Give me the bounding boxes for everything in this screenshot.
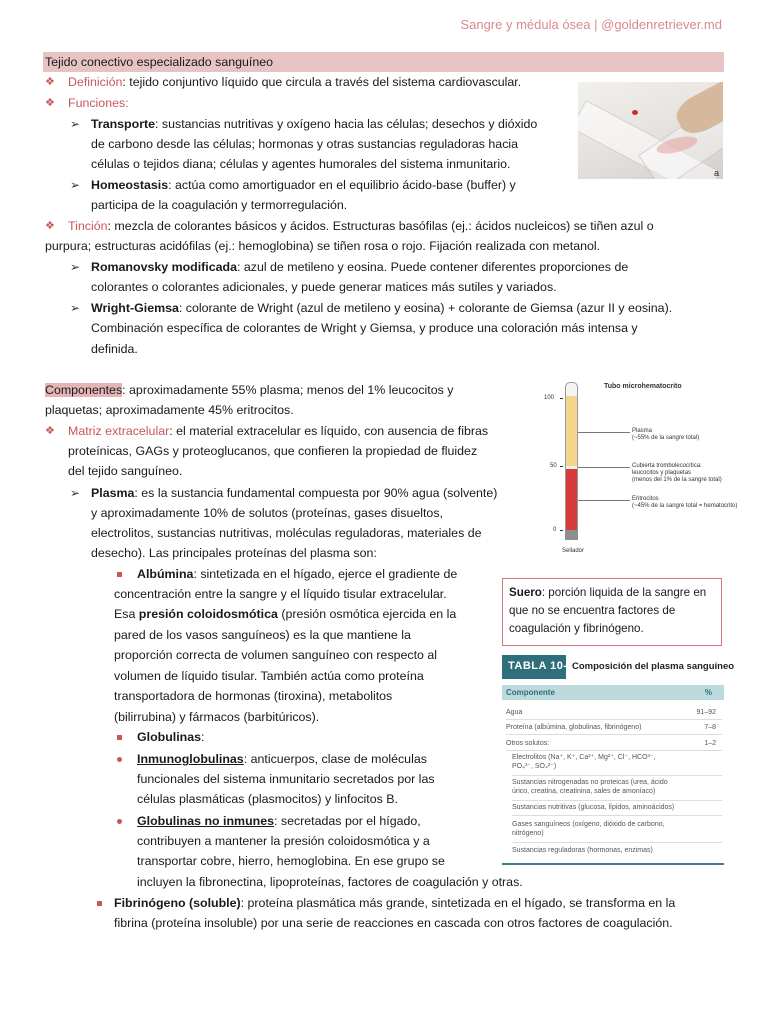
inmunoglobulinas-line-3: células plasmáticas (plasmocitos) y linfocitos B. [137,792,398,806]
arrow-bullet-icon: ➢ [70,178,81,192]
table-subrow-text: Gases sanguíneos (oxígeno, dióxido de carbono, [512,821,665,828]
arrow-bullet-icon: ➢ [70,260,81,274]
no-inmunes-line-2: contribuyen a mantener la presión coloidosmótica y a [137,834,430,848]
tick-0: 0 [553,527,557,533]
table-subrow-text: Sustancias nutritivas (glucosa, lípidos, aminoácidos) [512,804,675,811]
fibrinogeno-label: Fibrinógeno (soluble) [114,896,241,910]
albumina-text-1: : sintetizada en el hígado, ejerce el gradiente de [193,567,458,581]
plasma-line-1 [91,483,497,503]
arrow-bullet-icon: ➢ [70,117,81,131]
componentes-label: Componentes [45,383,123,397]
plasma-line-4: desecho). Las principales proteínas del plasma son: [91,546,377,560]
albumina-line-1 [137,564,457,584]
homeostasis-text-1: : actúa como amortiguador en el equilibrio ácido-base (buffer) y [168,178,516,192]
plasma-text-1: : es la sustancia fundamental compuesta por 90% agua (solvente) [134,486,498,500]
plasma-line-2: y aproximadamente 10% de solutos (proteínas, gases disueltos, [91,506,443,520]
plasma-callout-title: Plasma [632,428,653,434]
diamond-bullet-icon: ❖ [45,220,55,232]
inmunoglobulinas-line-1 [137,749,427,769]
wright-label: Wright-Giemsa [91,301,179,315]
square-bullet-icon [117,735,122,740]
hematocrit-tube-diagram [536,380,738,560]
tincion-line-1 [68,216,654,236]
suero-line-3: coagulación y fibrinógeno. [509,622,644,635]
tick-50: 50 [550,463,557,469]
square-bullet-icon [117,572,122,577]
table-col-componente: Componente [506,688,555,697]
table-subrow-text: PO₄³⁻, SO₄²⁻) [512,763,557,770]
matriz-line-1 [68,421,488,441]
transporte-line-2: de carbono desde las células; hormonas y otras sustancias reguladoras hacia [91,137,519,151]
inmunoglobulinas-label: Inmunoglobulinas [137,752,244,766]
transporte-text-1: : sustancias nutritivas y oxígeno hacia las células; desechos y dióxido [155,117,538,131]
table-subrow-text: Electrolitos (Na⁺, K⁺, Ca²⁺, Mg²⁺, Cl⁻, HCO³⁻, [512,754,656,761]
albumina-label: Albúmina [137,567,194,581]
inmunoglobulinas-line-2: funcionales del sistema inmunitario secretados por las [137,772,435,786]
matriz-line-3: del tejido sanguíneo. [68,464,183,478]
suero-line-2: que no se encuentra factores de [509,604,676,617]
definicion-label: Definición [68,75,123,89]
plasma-callout-sub: (~55% de la sangre total) [632,435,700,441]
globulinas-label: Globulinas [137,730,202,744]
no-inmunes-line-3: transportar cobre, hierro, hemoglobina. En ese grupo se [137,854,445,868]
erythrocytes-callout-title: Eritrocitos [632,496,659,502]
erythrocytes-callout [632,496,737,510]
table-cell-percent: 7–8 [704,724,716,731]
buffy-callout-sub2: (menos del 1% de la sangre total) [632,477,722,483]
homeostasis-label: Homeostasis [91,178,169,192]
romanovsky-label: Romanovsky modificada [91,260,237,274]
componentes-line-1 [45,380,453,400]
albumina-line-7: transportadora de hormonas (tiroxina), metabolitos [114,689,393,703]
transporte-line-3: células o tejidos diana; células y agentes humorales del sistema inmunitario. [91,157,511,171]
table-title: Composición del plasma sanguíneo [572,661,735,672]
table-cell-percent: 91–92 [696,709,716,716]
table-tag: TABLA 10-2 [508,660,575,672]
tincion-line-2: purpura; estructuras acidófilas (ej.: hemoglobina) se tiñen rosa o rojo. Fijación realizada con metanol. [45,239,601,253]
romanovsky-line-2: colorantes o colorantes adicionales, y puede generar matices más sutiles y variados. [91,280,557,294]
matriz-label: Matriz extracelular [68,424,170,438]
table-cell-componente: Otros solutos: [506,740,550,747]
globulinas-line [137,727,204,747]
transporte-label: Transporte [91,117,156,131]
table-cell-percent: 1–2 [704,740,716,747]
plasma-line-3: electrolitos, sustancias nutritivas, moléculas reguladoras, materiales de [91,526,482,540]
no-inmunes-line-4: incluyen la fibronectina, lipoproteínas, factores de coagulación y otras. [137,875,523,889]
plasma-callout [632,428,699,442]
albumina-line-5: proporción correcta de volumen sanguíneo con respecto al [114,648,438,662]
matriz-text-1: : el material extracelular es líquido, con ausencia de fibras [169,424,489,438]
tube-sealer [565,530,578,540]
table-subrow [512,803,728,812]
homeostasis-line-1 [91,175,516,195]
definicion-line [68,72,521,92]
table-row [506,708,722,717]
no-inmunes-label: Globulinas no inmunes [137,814,274,828]
funciones-line [68,93,129,113]
blood-smear-photo [578,82,723,179]
wright-text-1: : colorante de Wright (azul de metileno y eosina) + colorante de Giemsa (azur II y eosina). [178,301,673,315]
diamond-bullet-icon: ❖ [45,425,55,437]
suero-text-1: : porción liquida de la sangre en [541,586,707,599]
diamond-bullet-icon: ❖ [45,97,55,109]
table-subrow-text: Sustancias reguladoras (hormonas, enzimas) [512,847,653,854]
buffy-callout-sub: leucocitos y plaquetas [632,470,692,476]
romanovsky-text-1: : azul de metileno y eosina. Puede contener diferentes proporciones de [236,260,629,274]
section-title: Tejido conectivo especializado sanguíneo [45,55,274,69]
globulinas-colon: : [201,730,205,744]
erythrocytes-callout-sub: (~45% de la sangre total = hematocrito) [632,503,738,509]
albumina-line-3 [114,604,456,624]
buffy-callout [632,463,722,484]
sealer-label: Sellador [562,548,585,554]
tube-plasma [566,396,577,466]
inmunoglobulinas-text-1: : anticuerpos, clase de moléculas [243,752,427,766]
table-subrow [512,820,728,838]
square-bullet-icon [97,901,102,906]
plasma-label: Plasma [91,486,135,500]
albumina-line-2: concentración entre la sangre y el líquido tisular extracelular. [114,587,447,601]
table-row [506,723,722,732]
funciones-colon: : [125,96,129,110]
tick-100: 100 [544,395,555,401]
table-subrow [512,778,728,796]
table-col-percent: % [704,688,712,697]
albumina-text-3c: (presión osmótica ejercida en la [277,607,457,621]
albumina-text-3a: Esa [114,607,139,621]
fibrinogeno-line-2: fibrina (proteína insoluble) por una serie de reacciones en cascada con otros factores de coagulación. [114,916,673,930]
fibrinogeno-text-1: : proteína plasmática más grande, sintetizada en el hígado, se transforma en la [240,896,676,910]
tube-erythrocytes [566,469,577,530]
presion-coloidosmotica: presión coloidosmótica [138,607,278,621]
suero-box [502,578,722,646]
suero-label: Suero [509,586,542,599]
tincion-text-1: : mezcla de colorantes básicos y ácidos. Estructuras basófilas (ej.: ácidos nucleicos) se tiñen azul o [107,219,654,233]
table-subrow-text: Sustancias nitrogenadas no proteicas (urea, ácido [512,779,668,786]
page-header: Sangre y médula ósea | @goldenretriever.md [460,17,722,32]
wright-line-3: definida. [91,342,138,356]
albumina-line-8: (bilirrubina) y fármacos (barbitúricos). [114,710,320,724]
table-subrow-text: nitrógeno) [512,830,544,837]
table-subrow [512,846,728,855]
buffy-callout-title: Cubierta trombolecocítica: [632,463,702,469]
matriz-line-2: proteínicas, GAGs y proteoglucanos, que confieren la propiedad de fluidez [68,444,478,458]
albumina-line-4: pared de los vasos sanguíneos) es la que mantiene la [114,628,411,642]
componentes-text-1: : aproximadamente 55% plasma; menos del 1% leucocitos y [122,383,454,397]
fibrinogeno-line-1 [114,893,675,913]
dot-bullet-icon [117,757,122,762]
no-inmunes-line-1 [137,811,421,831]
suero-line-1 [509,584,706,602]
diamond-bullet-icon: ❖ [45,76,55,88]
transporte-line-1 [91,114,537,134]
table-cell-componente: Agua [506,709,523,716]
table-row [506,739,722,748]
dot-bullet-icon [117,819,122,824]
table-subrow [512,753,728,771]
componentes-line-2: plaquetas; aproximadamente 45% eritrocitos. [45,403,294,417]
no-inmunes-text-1: : secretadas por el hígado, [274,814,421,828]
albumina-line-6: volumen de líquido tisular. También actúa como proteína [114,669,424,683]
wright-line-1 [91,298,672,318]
arrow-bullet-icon: ➢ [70,486,81,500]
definicion-text: : tejido conjuntivo líquido que circula a través del sistema cardiovascular. [122,75,522,89]
tincion-label: Tinción [68,219,108,233]
table-subrow-text: úrico, creatina, creatinina, sales de amoníaco) [512,788,656,795]
tube-title: Tubo microhematocrito [604,383,682,390]
photo-label: a [713,168,719,178]
funciones-label: Funciones [68,96,126,110]
arrow-bullet-icon: ➢ [70,301,81,315]
table-cell-componente: Proteína (albúmina, globulinas, fibrinógeno) [506,724,642,731]
romanovsky-line-1 [91,257,628,277]
wright-line-2: Combinación específica de colorantes de Wright y Giemsa, y produce una coloración más intensa y [91,321,638,335]
homeostasis-line-2: participa de la coagulación y termorregulación. [91,198,348,212]
